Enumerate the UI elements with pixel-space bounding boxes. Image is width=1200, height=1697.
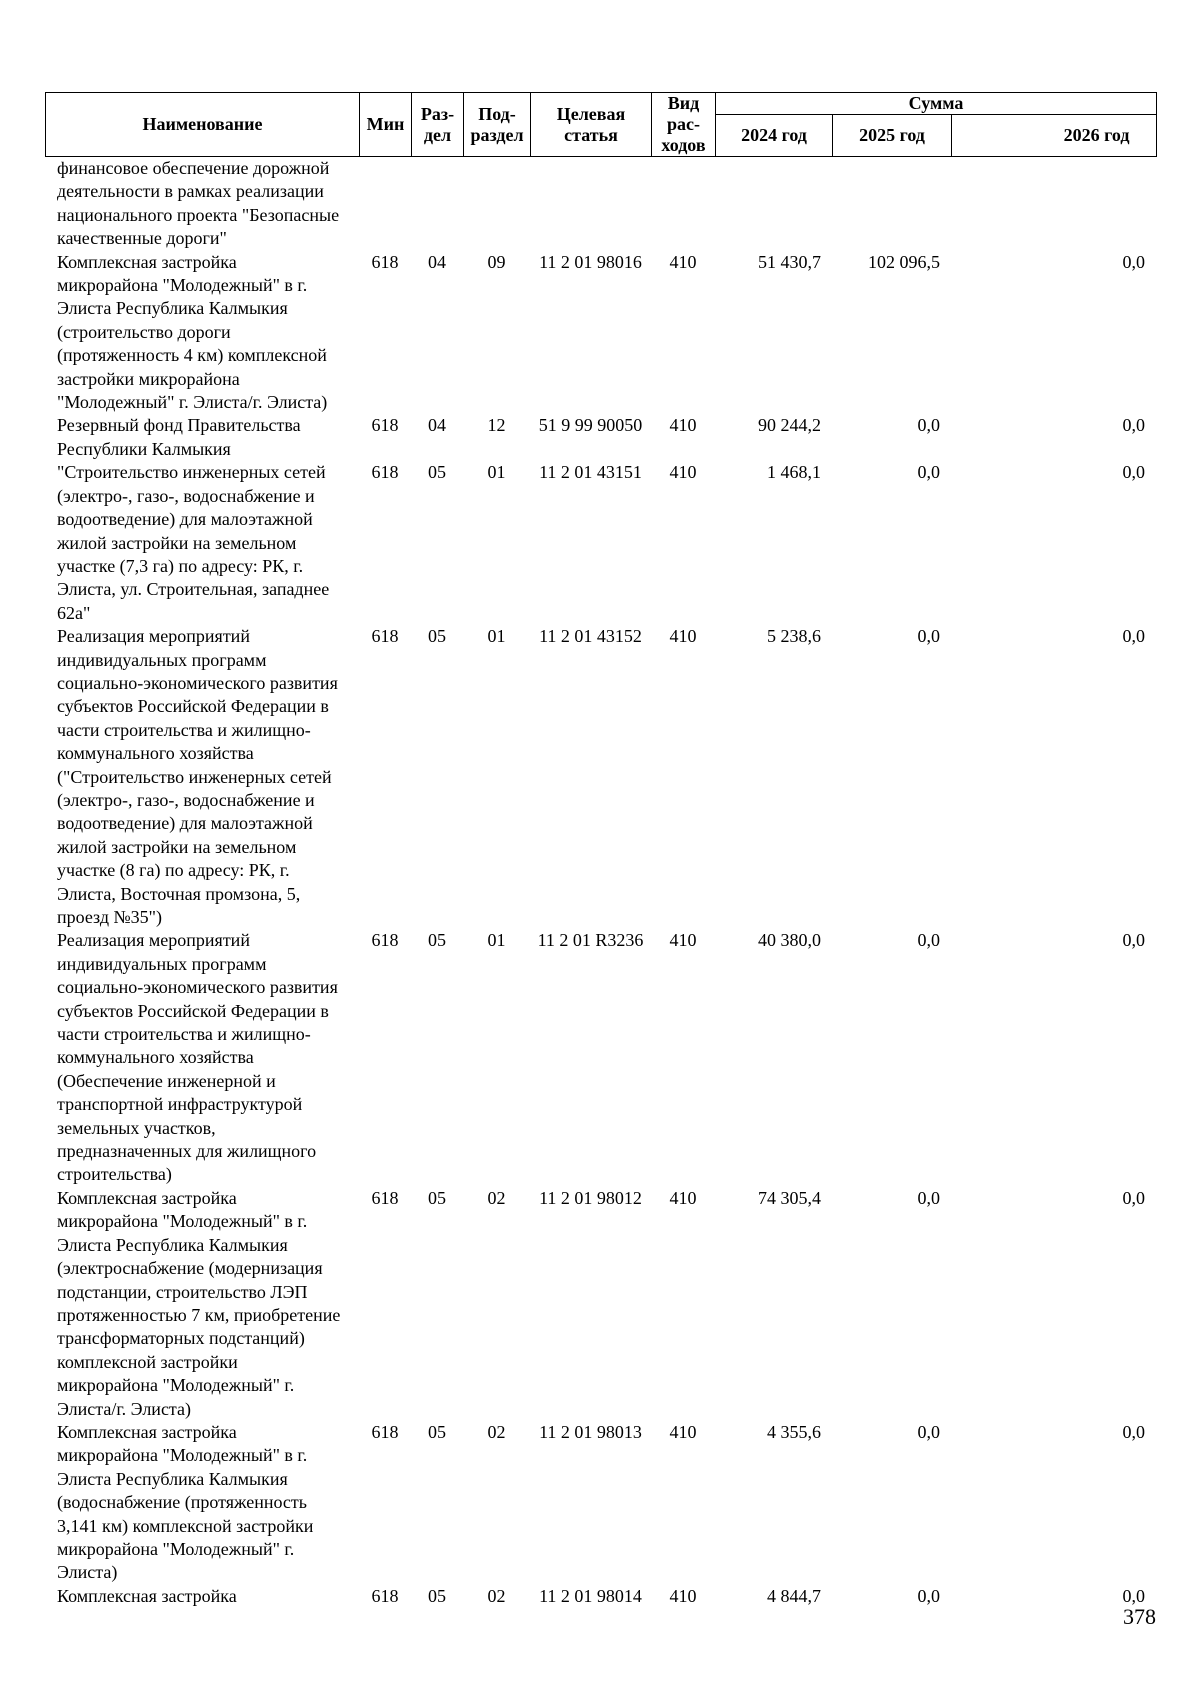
header-2025: 2025 год	[833, 115, 952, 157]
cell-y2026	[951, 157, 1156, 251]
cell-y2026: 0,0	[1122, 251, 1145, 272]
cell-target: 11 2 01 43152	[539, 626, 642, 647]
table-row	[45, 625, 1156, 929]
cell-name: Реализация мероприятий индивидуальных программ социально-экономического развития субъектов Российской Федерации в части строительства и жилищно- коммунального хозяйства ("Строительство инженерных сетей (электро-, газо-, водоснабжение и водоотведение) для малоэтажной жилой застройки на земельном участке (8 га) по адресу: РК, г. Элиста, Восточная промзона, 5, проезд №35")	[57, 626, 338, 927]
cell-razdel: 05	[428, 626, 446, 647]
cell-name: "Строительство инженерных сетей (электро-, газо-, водоснабжение и водоотведение) для малоэтажной жилой застройки на земельном участке (7,3 га) по адресу: РК, г. Элиста, ул. Строительная, западнее 62а"	[57, 462, 330, 623]
cell-razdel: 05	[428, 1421, 446, 1442]
cell-target: 11 2 01 43151	[539, 462, 642, 483]
cell-y2024: 40 380,0	[758, 930, 821, 951]
cell-target: 11 2 01 R3236	[537, 930, 644, 951]
cell-min: 618	[371, 251, 399, 272]
cell-name: Комплексная застройка микрорайона "Молодежный" в г. Элиста Республика Калмыкия (электроснабжение (модернизация подстанции, строительство ЛЭП протяженностью 7 км, приобретение трансформаторных подстанций) комплексной застройки микрорайона "Молодежный" г. Элиста/г. Элиста)	[57, 1187, 341, 1419]
cell-vid: 410	[669, 930, 697, 951]
table-row	[45, 157, 1156, 251]
cell-podrazdel: 12	[487, 415, 506, 436]
cell-razdel: 05	[428, 1585, 446, 1606]
cell-y2025: 0,0	[917, 1421, 940, 1442]
cell-y2024: 1 468,1	[767, 462, 821, 483]
header-podrazdel: Под- раздел	[464, 93, 531, 157]
cell-min: 618	[371, 1187, 399, 1208]
cell-y2025: 0,0	[917, 1585, 940, 1606]
cell-target: 51 9 99 90050	[538, 415, 643, 436]
cell-razdel: 04	[428, 415, 446, 436]
cell-y2025: 102 096,5	[868, 251, 940, 272]
cell-vid: 410	[669, 1187, 697, 1208]
cell-y2025: 0,0	[917, 415, 940, 436]
header-2024: 2024 год	[716, 115, 833, 157]
cell-y2026: 0,0	[1122, 415, 1145, 436]
cell-vid: 410	[669, 251, 697, 272]
cell-target: 11 2 01 98013	[539, 1421, 642, 1442]
cell-min	[359, 157, 411, 251]
cell-y2024: 90 244,2	[758, 415, 821, 436]
cell-podrazdel: 01	[487, 626, 506, 647]
header-min: Мин	[360, 93, 412, 157]
table-header	[45, 92, 1157, 157]
cell-podrazdel: 01	[487, 930, 506, 951]
cell-target: 11 2 01 98016	[539, 251, 642, 272]
cell-vid: 410	[669, 1585, 697, 1606]
cell-y2026: 0,0	[1122, 1187, 1145, 1208]
cell-podrazdel	[463, 157, 530, 251]
cell-vid: 410	[669, 626, 697, 647]
cell-razdel: 05	[428, 462, 446, 483]
cell-razdel: 05	[428, 1187, 446, 1208]
cell-y2024: 5 238,6	[767, 626, 821, 647]
cell-y2024: 74 305,4	[758, 1187, 821, 1208]
cell-name: Резервный фонд Правительства Республики Калмыкия	[57, 415, 301, 459]
cell-razdel: 05	[428, 930, 446, 951]
header-2026: 2026 год	[952, 115, 1157, 157]
cell-y2025: 0,0	[917, 626, 940, 647]
cell-target	[530, 157, 651, 251]
budget-table	[45, 157, 1156, 1608]
cell-name: Комплексная застройка микрорайона "Молодежный" в г. Элиста Республика Калмыкия (строительство дороги (протяженность 4 км) комплексной застройки микрорайона "Молодежный" г. Элиста/г. Элиста)	[57, 251, 328, 413]
cell-podrazdel: 02	[487, 1421, 506, 1442]
cell-y2026: 0,0	[1122, 1421, 1145, 1442]
cell-name: Реализация мероприятий индивидуальных программ социально-экономического развития субъектов Российской Федерации в части строительства и жилищно- коммунального хозяйства (Обеспечение инженерной и транспортной инфраструктурой земельных участков, предназначенных для жилищного строительства)	[57, 930, 338, 1185]
cell-min: 618	[371, 462, 399, 483]
table-row	[45, 414, 1156, 461]
cell-name: финансовое обеспечение дорожной деятельности в рамках реализации национального проекта "Безопасные качественные дороги"	[57, 158, 340, 249]
cell-y2024	[715, 157, 832, 251]
cell-y2025: 0,0	[917, 1187, 940, 1208]
cell-y2025	[832, 157, 951, 251]
cell-podrazdel: 02	[487, 1585, 506, 1606]
cell-y2024: 4 844,7	[767, 1585, 821, 1606]
page-number: 378	[1123, 1604, 1156, 1629]
cell-y2025: 0,0	[917, 462, 940, 483]
cell-min: 618	[371, 1585, 399, 1606]
table-row	[45, 1585, 1156, 1608]
cell-vid: 410	[669, 415, 697, 436]
table-row	[45, 1187, 1156, 1421]
header-razdel: Раз- дел	[412, 93, 464, 157]
cell-y2026: 0,0	[1122, 626, 1145, 647]
cell-vid: 410	[669, 462, 697, 483]
cell-y2025: 0,0	[917, 930, 940, 951]
cell-razdel	[411, 157, 463, 251]
cell-vid: 410	[669, 1421, 697, 1442]
cell-min: 618	[371, 626, 399, 647]
cell-min: 618	[371, 1421, 399, 1442]
table-row	[45, 461, 1156, 625]
budget-page	[45, 92, 1156, 1608]
cell-razdel: 04	[428, 251, 446, 272]
cell-target: 11 2 01 98012	[539, 1187, 642, 1208]
cell-y2024: 4 355,6	[767, 1421, 821, 1442]
cell-podrazdel: 09	[487, 251, 506, 272]
cell-min: 618	[371, 930, 399, 951]
cell-min: 618	[371, 415, 399, 436]
header-target: Целевая статья	[531, 93, 652, 157]
table-row	[45, 1421, 1156, 1585]
cell-name: Комплексная застройка микрорайона "Молодежный" в г. Элиста Республика Калмыкия (водоснабжение (протяженность 3,141 км) комплексной застройки микрорайона "Молодежный" г. Элиста)	[57, 1421, 314, 1583]
cell-podrazdel: 01	[487, 462, 506, 483]
cell-podrazdel: 02	[487, 1187, 506, 1208]
header-name: Наименование	[46, 93, 360, 157]
cell-vid	[651, 157, 715, 251]
header-sum: Сумма	[716, 93, 1157, 115]
cell-y2026: 0,0	[1122, 930, 1145, 951]
cell-y2024: 51 430,7	[758, 251, 821, 272]
cell-y2026: 0,0	[1122, 1585, 1145, 1606]
header-vid: Вид рас- ходов	[652, 93, 716, 157]
cell-target: 11 2 01 98014	[539, 1585, 642, 1606]
table-row	[45, 929, 1156, 1186]
table-row	[45, 251, 1156, 415]
cell-name: Комплексная застройка	[57, 1585, 237, 1606]
cell-y2026: 0,0	[1122, 462, 1145, 483]
